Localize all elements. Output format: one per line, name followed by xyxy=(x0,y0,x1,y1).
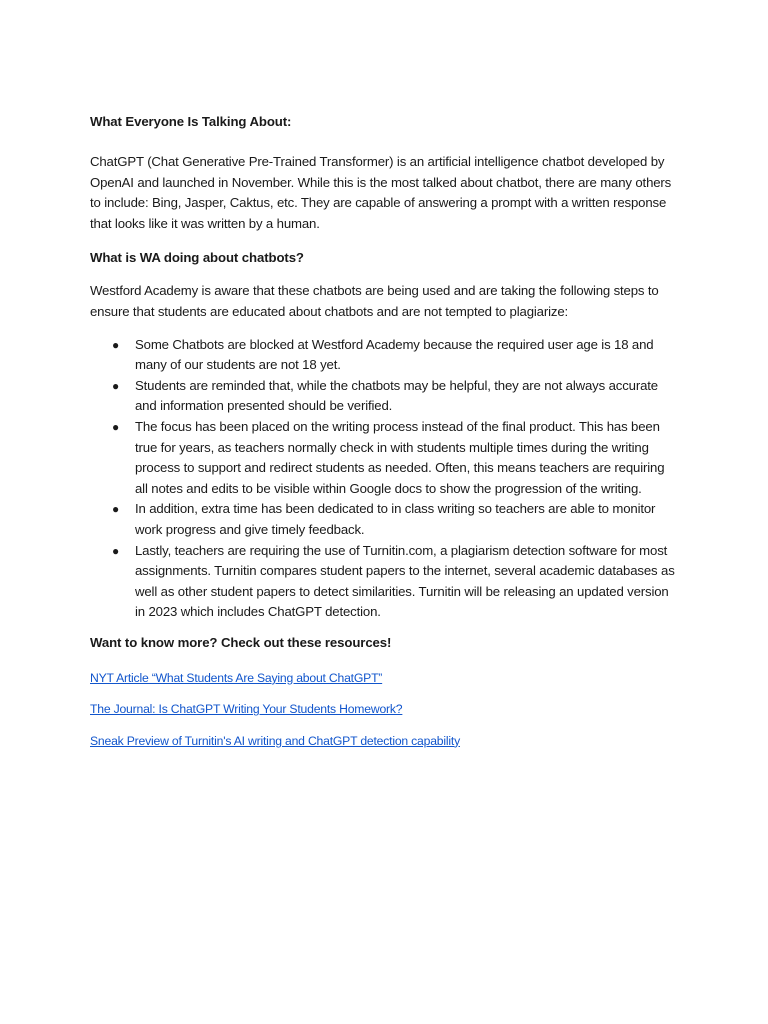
document-page xyxy=(90,112,680,764)
bullet-icon: ● xyxy=(112,419,120,434)
nyt-article-link[interactable]: NYT Article “What Students Are Saying about ChatGPT” xyxy=(90,670,383,685)
journal-article-link[interactable]: The Journal: Is ChatGPT Writing Your Students Homework? xyxy=(90,702,403,717)
list-item xyxy=(90,499,680,540)
list-item xyxy=(90,376,680,417)
turnitin-preview-link[interactable]: Sneak Preview of Turnitin's AI writing and ChatGPT detection capability xyxy=(90,733,460,748)
list-item xyxy=(90,417,680,499)
bullet-icon: ● xyxy=(112,502,120,517)
list-item-text: In addition, extra time has been dedicated to in class writing so teachers are able to monitor work progress and give timely feedback. xyxy=(135,501,656,537)
list-item-text: The focus has been placed on the writing process instead of the final product. This has been true for years, as teachers normally check in with students multiple times during the writing process to support and redirect students as needed. Often, this means teachers are requiring all notes and edits to be visible within Google docs to show the progression of the writing. xyxy=(135,418,665,496)
section-heading-talking: What Everyone Is Talking About: xyxy=(90,114,292,129)
section-heading-resources: Want to know more? Check out these resources! xyxy=(90,634,392,650)
list-item-text: Students are reminded that, while the chatbots may be helpful, they are not always accurate and information presented should be verified. xyxy=(135,377,658,414)
list-item xyxy=(90,541,680,623)
list-item xyxy=(90,335,680,376)
list-item-text: Lastly, teachers are requiring the use of Turnitin.com, a plagiarism detection software for most assignments. Turnitin compares student papers to the internet, several academic databases as well as other student papers to detect similarities. Turnitin will be releasing an updated version in 2023 which includes ChatGPT detection. xyxy=(135,542,675,620)
bullet-icon: ● xyxy=(112,378,120,393)
bullet-icon: ● xyxy=(112,543,120,558)
chatgpt-paragraph: ChatGPT (Chat Generative Pre-Trained Transformer) is an artificial intelligence chatbot developed by OpenAI and launched in November. While this is the most talked about chatbot, there are many others to include: Bing, Jasper, Caktus, etc. They are capable of answering a prompt with a written response that looks like it was written by a human. xyxy=(90,154,672,231)
section-heading-wa: What is WA doing about chatbots? xyxy=(90,250,304,266)
steps-list xyxy=(90,335,680,623)
list-item-text: Some Chatbots are blocked at Westford Academy because the required user age is 18 and many of our students are not 18 yet. xyxy=(135,336,654,373)
bullet-icon: ● xyxy=(112,337,120,352)
westford-paragraph: Westford Academy is aware that these chatbots are being used and are taking the following steps to ensure that students are educated about chatbots and are not tempted to plagiarize: xyxy=(90,283,659,319)
